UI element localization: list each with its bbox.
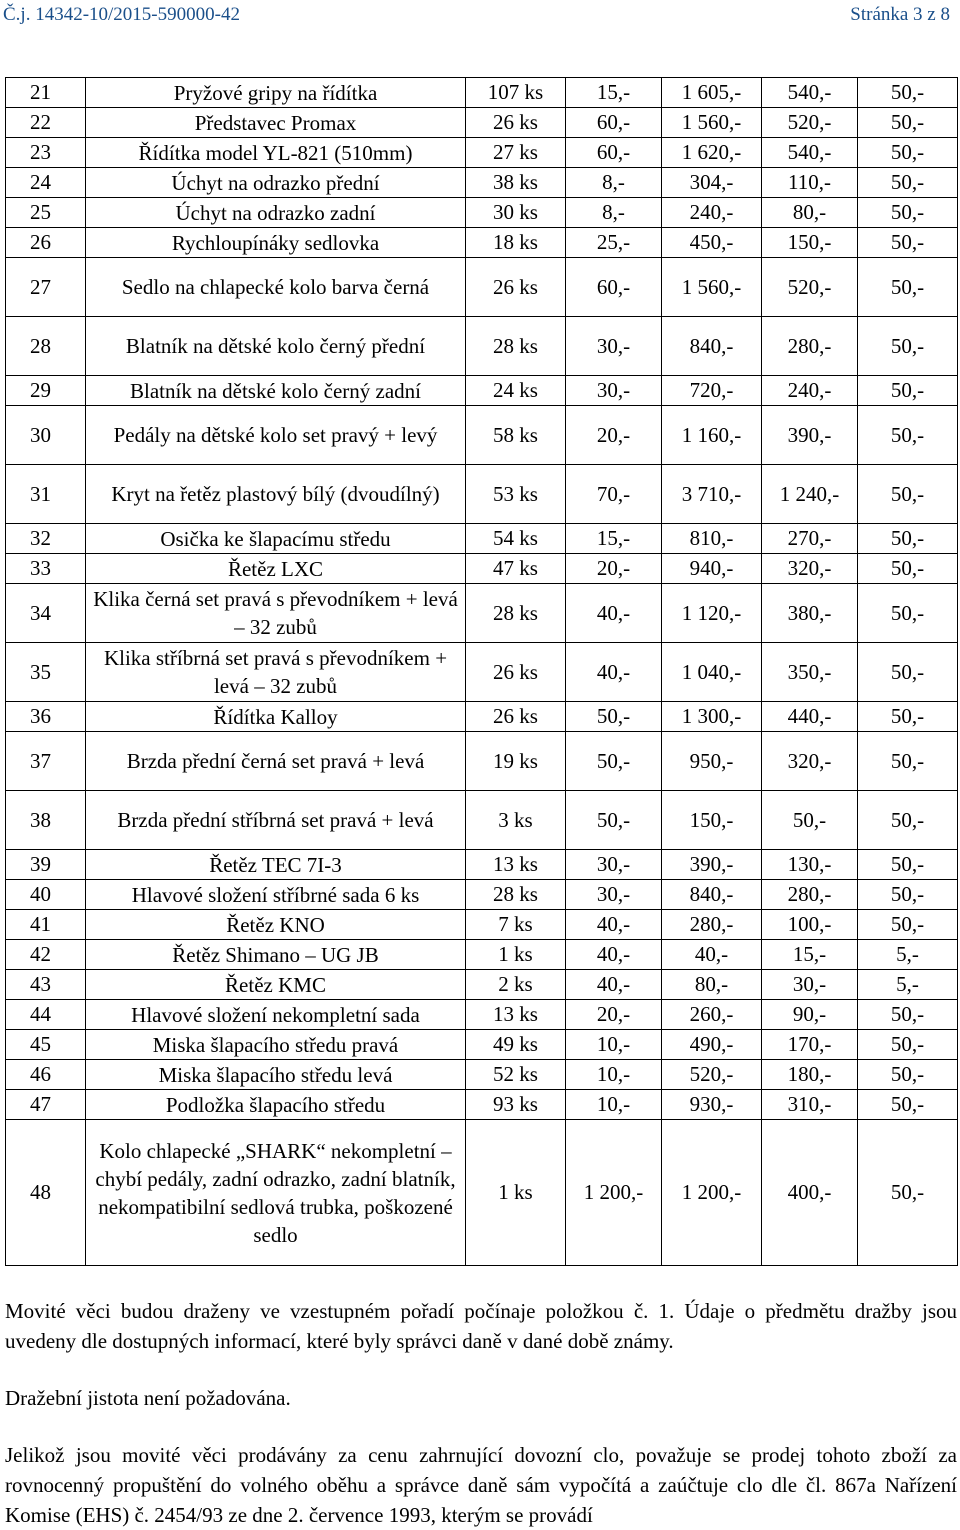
item-number: 45 (6, 1030, 86, 1060)
item-minimum-bid: 310,- (762, 1090, 858, 1120)
item-minimum-bid: 320,- (762, 554, 858, 584)
item-quantity: 13 ks (466, 1000, 566, 1030)
item-number: 26 (6, 228, 86, 258)
item-quantity: 58 ks (466, 406, 566, 465)
item-total-value: 1 560,- (662, 108, 762, 138)
item-total-value: 1 160,- (662, 406, 762, 465)
table-row (6, 376, 958, 406)
item-total-value: 40,- (662, 940, 762, 970)
item-quantity: 24 ks (466, 376, 566, 406)
table-row (6, 1000, 958, 1030)
item-minimum-bid: 80,- (762, 198, 858, 228)
item-quantity: 28 ks (466, 317, 566, 376)
item-total-value: 950,- (662, 732, 762, 791)
item-name: Hlavové složení nekompletní sada (86, 1000, 466, 1030)
item-unit-price: 40,- (566, 584, 662, 643)
item-quantity: 27 ks (466, 138, 566, 168)
item-name: Řídítka model YL-821 (510mm) (86, 138, 466, 168)
table-row (6, 970, 958, 1000)
table-row (6, 643, 958, 702)
item-total-value: 520,- (662, 1060, 762, 1090)
item-minimum-bid: 380,- (762, 584, 858, 643)
item-unit-price: 30,- (566, 376, 662, 406)
item-bid-step: 50,- (858, 524, 958, 554)
item-quantity: 26 ks (466, 702, 566, 732)
item-minimum-bid: 1 240,- (762, 465, 858, 524)
item-minimum-bid: 320,- (762, 732, 858, 791)
table-row (6, 702, 958, 732)
item-bid-step: 50,- (858, 108, 958, 138)
table-row (6, 1120, 958, 1266)
table-row (6, 584, 958, 643)
item-number: 42 (6, 940, 86, 970)
page-number: Stránka 3 z 8 (850, 4, 950, 25)
item-total-value: 720,- (662, 376, 762, 406)
item-minimum-bid: 390,- (762, 406, 858, 465)
item-unit-price: 30,- (566, 880, 662, 910)
item-unit-price: 30,- (566, 317, 662, 376)
item-unit-price: 50,- (566, 702, 662, 732)
item-name: Brzda přední černá set pravá + levá (86, 732, 466, 791)
item-quantity: 49 ks (466, 1030, 566, 1060)
item-minimum-bid: 280,- (762, 317, 858, 376)
item-bid-step: 50,- (858, 1120, 958, 1266)
item-name: Úchyt na odrazko zadní (86, 198, 466, 228)
table-row (6, 317, 958, 376)
item-number: 41 (6, 910, 86, 940)
item-name: Kryt na řetěz plastový bílý (dvoudílný) (86, 465, 466, 524)
item-unit-price: 40,- (566, 940, 662, 970)
item-bid-step: 5,- (858, 970, 958, 1000)
item-total-value: 450,- (662, 228, 762, 258)
table-row (6, 850, 958, 880)
item-bid-step: 50,- (858, 1090, 958, 1120)
item-number: 33 (6, 554, 86, 584)
item-number: 46 (6, 1060, 86, 1090)
item-name: Pryžové gripy na řídítka (86, 78, 466, 108)
order-note: Movité věci budou draženy ve vzestupném pořadí počínaje položkou č. 1. Údaje o předmětu dražby jsou uvedeny dle dostupných informací, které byly správci daně v dané době známy. (5, 1299, 957, 1353)
item-name: Představec Promax (86, 108, 466, 138)
item-quantity: 47 ks (466, 554, 566, 584)
item-name: Klika černá set pravá s převodníkem + levá – 32 zubů (86, 584, 466, 643)
item-bid-step: 5,- (858, 940, 958, 970)
item-name: Řetěz TEC 7I-3 (86, 850, 466, 880)
item-name: Miska šlapacího středu pravá (86, 1030, 466, 1060)
table-row (6, 168, 958, 198)
item-total-value: 1 040,- (662, 643, 762, 702)
item-name: Řetěz Shimano – UG JB (86, 940, 466, 970)
item-unit-price: 8,- (566, 168, 662, 198)
item-total-value: 1 620,- (662, 138, 762, 168)
item-unit-price: 25,- (566, 228, 662, 258)
table-row (6, 406, 958, 465)
item-quantity: 28 ks (466, 584, 566, 643)
item-minimum-bid: 170,- (762, 1030, 858, 1060)
item-minimum-bid: 440,- (762, 702, 858, 732)
item-name: Miska šlapacího středu levá (86, 1060, 466, 1090)
item-unit-price: 40,- (566, 910, 662, 940)
table-row (6, 732, 958, 791)
item-bid-step: 50,- (858, 850, 958, 880)
item-unit-price: 50,- (566, 791, 662, 850)
item-number: 44 (6, 1000, 86, 1030)
item-number: 47 (6, 1090, 86, 1120)
item-unit-price: 50,- (566, 732, 662, 791)
item-quantity: 7 ks (466, 910, 566, 940)
item-total-value: 3 710,- (662, 465, 762, 524)
document-reference: Č.j. 14342-10/2015-590000-42 (3, 4, 240, 25)
table-row (6, 524, 958, 554)
item-total-value: 80,- (662, 970, 762, 1000)
item-name: Sedlo na chlapecké kolo barva černá (86, 258, 466, 317)
item-total-value: 390,- (662, 850, 762, 880)
item-total-value: 940,- (662, 554, 762, 584)
item-bid-step: 50,- (858, 880, 958, 910)
item-total-value: 1 200,- (662, 1120, 762, 1266)
item-total-value: 280,- (662, 910, 762, 940)
item-minimum-bid: 100,- (762, 910, 858, 940)
item-number: 21 (6, 78, 86, 108)
item-minimum-bid: 520,- (762, 258, 858, 317)
item-number: 22 (6, 108, 86, 138)
item-minimum-bid: 240,- (762, 376, 858, 406)
item-bid-step: 50,- (858, 138, 958, 168)
item-bid-step: 50,- (858, 1000, 958, 1030)
item-unit-price: 40,- (566, 970, 662, 1000)
item-name: Brzda přední stříbrná set pravá + levá (86, 791, 466, 850)
item-number: 36 (6, 702, 86, 732)
item-unit-price: 10,- (566, 1090, 662, 1120)
item-number: 23 (6, 138, 86, 168)
item-bid-step: 50,- (858, 258, 958, 317)
item-total-value: 150,- (662, 791, 762, 850)
item-bid-step: 50,- (858, 78, 958, 108)
table-row (6, 910, 958, 940)
item-unit-price: 60,- (566, 138, 662, 168)
item-minimum-bid: 180,- (762, 1060, 858, 1090)
item-quantity: 54 ks (466, 524, 566, 554)
item-number: 28 (6, 317, 86, 376)
item-unit-price: 70,- (566, 465, 662, 524)
item-quantity: 18 ks (466, 228, 566, 258)
item-quantity: 28 ks (466, 880, 566, 910)
deposit-note: Dražební jistota není požadována. (5, 1386, 291, 1410)
item-number: 31 (6, 465, 86, 524)
item-minimum-bid: 270,- (762, 524, 858, 554)
item-total-value: 810,- (662, 524, 762, 554)
item-total-value: 1 120,- (662, 584, 762, 643)
item-minimum-bid: 350,- (762, 643, 858, 702)
item-total-value: 1 605,- (662, 78, 762, 108)
item-number: 29 (6, 376, 86, 406)
table-row (6, 1090, 958, 1120)
item-quantity: 2 ks (466, 970, 566, 1000)
item-name: Hlavové složení stříbrné sada 6 ks (86, 880, 466, 910)
item-name: Řetěz LXC (86, 554, 466, 584)
table-row (6, 465, 958, 524)
item-quantity: 26 ks (466, 643, 566, 702)
item-minimum-bid: 15,- (762, 940, 858, 970)
item-quantity: 52 ks (466, 1060, 566, 1090)
item-total-value: 840,- (662, 317, 762, 376)
item-name: Řetěz KMC (86, 970, 466, 1000)
table-row (6, 258, 958, 317)
item-number: 43 (6, 970, 86, 1000)
item-name: Klika stříbrná set pravá s převodníkem + levá – 32 zubů (86, 643, 466, 702)
table-row (6, 228, 958, 258)
item-total-value: 304,- (662, 168, 762, 198)
item-quantity: 13 ks (466, 850, 566, 880)
item-name: Řetěz KNO (86, 910, 466, 940)
item-name: Kolo chlapecké „SHARK“ nekompletní – chybí pedály, zadní odrazko, zadní blatník, nekompatibilní sedlová trubka, poškozené sedlo (86, 1120, 466, 1266)
item-bid-step: 50,- (858, 168, 958, 198)
item-minimum-bid: 540,- (762, 78, 858, 108)
item-minimum-bid: 400,- (762, 1120, 858, 1266)
item-minimum-bid: 110,- (762, 168, 858, 198)
customs-note: Jelikož jsou movité věci prodávány za cenu zahrnující dovozní clo, považuje se prodej tohoto zboží za rovnocenný propuštění do volného oběhu a správce daně sám vypočítá a zaúčtuje clo dle čl. 867a Nařízení Komise (EHS) č. 2454/93 ze dne 2. července 1993, kterým se provádí (5, 1443, 957, 1527)
item-name: Řídítka Kalloy (86, 702, 466, 732)
item-quantity: 1 ks (466, 940, 566, 970)
item-bid-step: 50,- (858, 228, 958, 258)
table-row (6, 108, 958, 138)
item-number: 39 (6, 850, 86, 880)
item-bid-step: 50,- (858, 554, 958, 584)
item-total-value: 260,- (662, 1000, 762, 1030)
item-number: 40 (6, 880, 86, 910)
table-row (6, 138, 958, 168)
item-bid-step: 50,- (858, 584, 958, 643)
item-number: 34 (6, 584, 86, 643)
item-unit-price: 20,- (566, 554, 662, 584)
item-bid-step: 50,- (858, 791, 958, 850)
item-total-value: 1 300,- (662, 702, 762, 732)
item-quantity: 26 ks (466, 108, 566, 138)
item-quantity: 1 ks (466, 1120, 566, 1266)
item-number: 30 (6, 406, 86, 465)
table-row (6, 1030, 958, 1060)
item-unit-price: 60,- (566, 258, 662, 317)
table-row (6, 880, 958, 910)
item-bid-step: 50,- (858, 732, 958, 791)
item-number: 35 (6, 643, 86, 702)
item-total-value: 930,- (662, 1090, 762, 1120)
item-unit-price: 40,- (566, 643, 662, 702)
item-bid-step: 50,- (858, 1030, 958, 1060)
item-bid-step: 50,- (858, 702, 958, 732)
item-minimum-bid: 520,- (762, 108, 858, 138)
items-table (5, 77, 958, 1266)
item-name: Pedály na dětské kolo set pravý + levý (86, 406, 466, 465)
item-number: 24 (6, 168, 86, 198)
item-minimum-bid: 150,- (762, 228, 858, 258)
item-unit-price: 10,- (566, 1030, 662, 1060)
item-quantity: 93 ks (466, 1090, 566, 1120)
item-quantity: 38 ks (466, 168, 566, 198)
item-name: Osička ke šlapacímu středu (86, 524, 466, 554)
item-total-value: 840,- (662, 880, 762, 910)
item-name: Blatník na dětské kolo černý přední (86, 317, 466, 376)
item-number: 25 (6, 198, 86, 228)
item-name: Úchyt na odrazko přední (86, 168, 466, 198)
table-row (6, 940, 958, 970)
item-unit-price: 60,- (566, 108, 662, 138)
item-bid-step: 50,- (858, 376, 958, 406)
item-unit-price: 1 200,- (566, 1120, 662, 1266)
table-row (6, 791, 958, 850)
item-name: Blatník na dětské kolo černý zadní (86, 376, 466, 406)
item-number: 38 (6, 791, 86, 850)
item-unit-price: 10,- (566, 1060, 662, 1090)
item-number: 37 (6, 732, 86, 791)
item-bid-step: 50,- (858, 317, 958, 376)
item-minimum-bid: 280,- (762, 880, 858, 910)
item-total-value: 490,- (662, 1030, 762, 1060)
item-number: 32 (6, 524, 86, 554)
item-bid-step: 50,- (858, 643, 958, 702)
table-row (6, 78, 958, 108)
item-unit-price: 15,- (566, 524, 662, 554)
item-unit-price: 8,- (566, 198, 662, 228)
item-quantity: 19 ks (466, 732, 566, 791)
item-bid-step: 50,- (858, 910, 958, 940)
item-bid-step: 50,- (858, 406, 958, 465)
page-header (0, 2, 960, 30)
item-total-value: 1 560,- (662, 258, 762, 317)
item-total-value: 240,- (662, 198, 762, 228)
item-unit-price: 15,- (566, 78, 662, 108)
item-minimum-bid: 540,- (762, 138, 858, 168)
item-bid-step: 50,- (858, 1060, 958, 1090)
item-quantity: 26 ks (466, 258, 566, 317)
item-unit-price: 20,- (566, 1000, 662, 1030)
item-quantity: 30 ks (466, 198, 566, 228)
item-name: Podložka šlapacího středu (86, 1090, 466, 1120)
item-name: Rychloupínáky sedlovka (86, 228, 466, 258)
item-unit-price: 20,- (566, 406, 662, 465)
item-minimum-bid: 90,- (762, 1000, 858, 1030)
item-bid-step: 50,- (858, 198, 958, 228)
item-unit-price: 30,- (566, 850, 662, 880)
item-number: 27 (6, 258, 86, 317)
table-row (6, 198, 958, 228)
item-quantity: 107 ks (466, 78, 566, 108)
item-quantity: 3 ks (466, 791, 566, 850)
table-row (6, 1060, 958, 1090)
item-number: 48 (6, 1120, 86, 1266)
item-minimum-bid: 30,- (762, 970, 858, 1000)
item-minimum-bid: 130,- (762, 850, 858, 880)
table-row (6, 554, 958, 584)
item-bid-step: 50,- (858, 465, 958, 524)
item-quantity: 53 ks (466, 465, 566, 524)
item-minimum-bid: 50,- (762, 791, 858, 850)
